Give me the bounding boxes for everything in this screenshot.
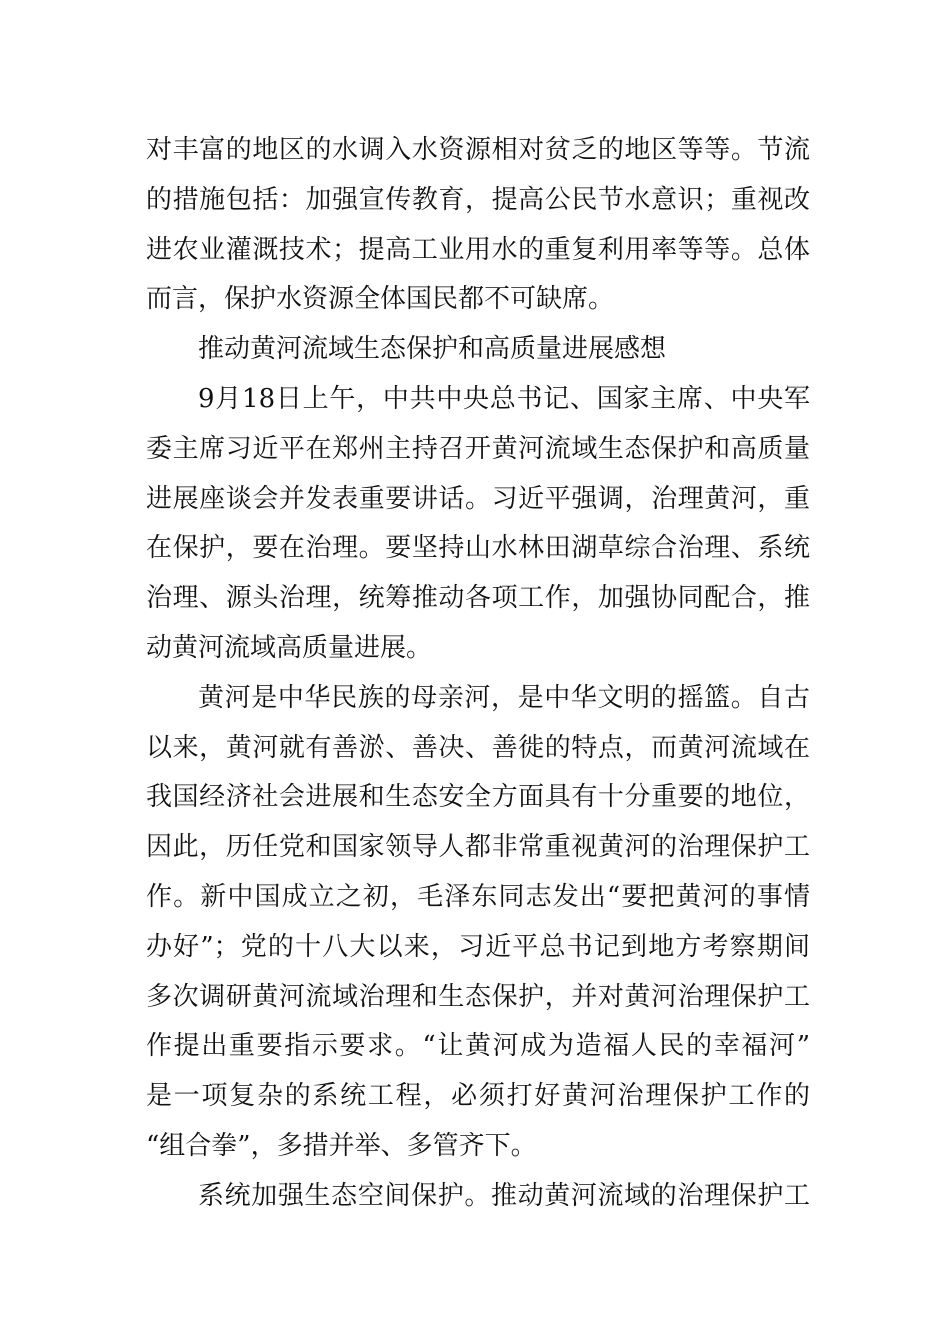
text-line: 治理、源头治理，统筹推动各项工作，加强协同配合，推	[146, 583, 810, 614]
text-line: 而言，保护水资源全体国民都不可缺席。	[146, 284, 615, 315]
text-line: 动黄河流域高质量进展。	[146, 632, 433, 663]
text-line: 系统加强生态空间保护。推动黄河流域的治理保护工	[198, 1180, 810, 1211]
text-line: 在保护，要在治理。要坚持山水林田湖草综合治理、系统	[146, 533, 810, 564]
text-line: 作提出重要指示要求。“让黄河成为造福人民的幸福河”	[146, 1031, 810, 1062]
text-line: 我国经济社会进展和生态安全方面具有十分重要的地位，	[146, 782, 810, 813]
text-line: 以来，黄河就有善淤、善决、善徙的特点，而黄河流域在	[146, 732, 810, 763]
text-line: 的措施包括：加强宣传教育，提高公民节水意识；重视改	[146, 184, 810, 215]
text-line: 进展座谈会并发表重要讲话。习近平强调，治理黄河，重	[146, 483, 810, 514]
text-line: 因此，历任党和国家领导人都非常重视黄河的治理保护工	[146, 832, 810, 863]
text-line: 黄河是中华民族的母亲河，是中华文明的摇篮。自古	[198, 682, 810, 713]
text-line: “组合拳”，多措并举、多管齐下。	[146, 1130, 537, 1161]
text-line: 委主席习近平在郑州主持召开黄河流域生态保护和高质量	[146, 433, 810, 464]
text-line: 作。新中国成立之初，毛泽东同志发出“要把黄河的事情	[146, 881, 810, 912]
text-line: 对丰富的地区的水调入水资源相对贫乏的地区等等。节流	[146, 135, 810, 165]
text-line: 9月18日上午，中共中央总书记、国家主席、中央军	[198, 383, 810, 414]
body-text	[146, 126, 810, 1222]
text-line: 办好”；党的十八大以来，习近平总书记到地方考察期间	[146, 931, 810, 962]
section-title: 推动黄河流域生态保护和高质量进展感想	[198, 334, 667, 365]
text-line: 多次调研黄河流域治理和生态保护，并对黄河治理保护工	[146, 981, 810, 1012]
text-line: 进农业灌溉技术；提高工业用水的重复利用率等等。总体	[146, 234, 810, 265]
text-line: 是一项复杂的系统工程，必须打好黄河治理保护工作的	[146, 1081, 810, 1112]
